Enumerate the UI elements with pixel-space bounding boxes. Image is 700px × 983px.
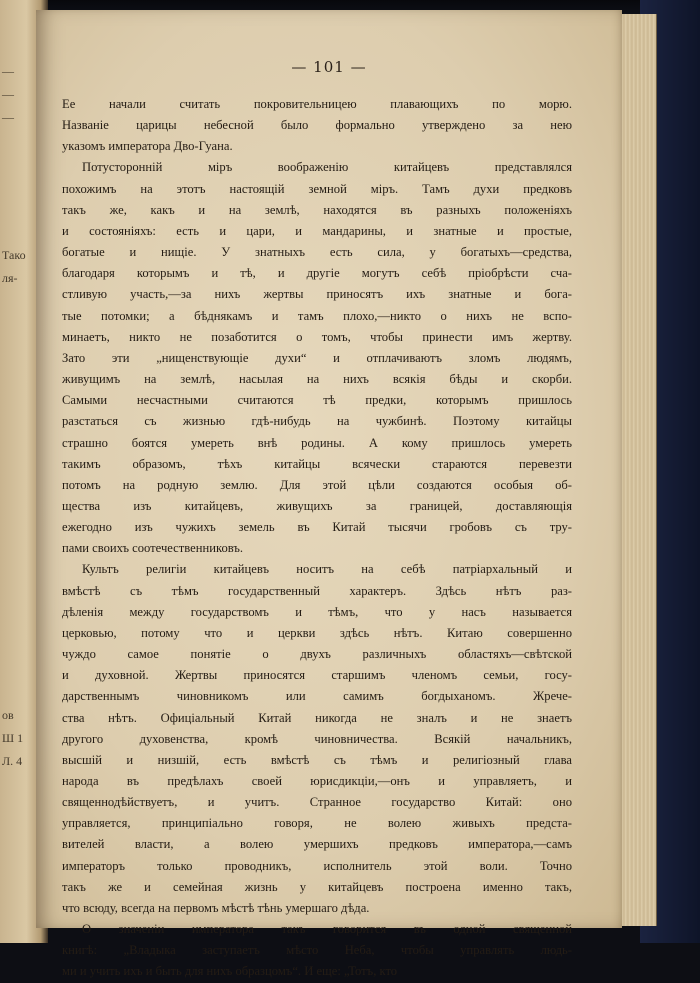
text-line: что всюду, всегда на первомъ мѣстѣ тѣнь умершаго дѣда. bbox=[62, 900, 370, 915]
book-page bbox=[36, 10, 622, 979]
text-line: высшій и низшій, есть вмѣстѣ съ тѣмъ и религіозный глава bbox=[62, 752, 572, 767]
left-page-fragment: — bbox=[2, 87, 14, 101]
text-line: Самыми несчастными считаются тѣ предки, которымъ пришлось bbox=[62, 393, 572, 408]
text-line: тые потомки; а бѣднякамъ и тамъ плохо,—никто о нихъ не вспо- bbox=[62, 308, 572, 323]
paragraph bbox=[62, 559, 572, 919]
text-line: такъ же, какъ и на землѣ, находятся въ разныхъ положеніяхъ bbox=[62, 202, 572, 217]
text-line: чуждо самое понятіе о двухъ различныхъ областяхъ—свѣтской bbox=[62, 647, 572, 662]
text-line: благодаря которымъ и тѣ, и другіе могутъ себѣ пріобрѣсти сча- bbox=[62, 266, 572, 281]
text-line: минаетъ, никто не позаботится о томъ, чтобы принести имъ жертву. bbox=[62, 329, 572, 344]
text-line: ства нѣтъ. Офиціальный Китай никогда не зналъ и не знаетъ bbox=[62, 710, 572, 725]
text-line: стливую участь,—за нихъ жертвы приносятъ ихъ знатные и бога- bbox=[62, 287, 572, 302]
left-page-fragment: — bbox=[2, 110, 14, 124]
text-line: дѣленія между государствомъ и тѣмъ, что у насъ называется bbox=[62, 604, 572, 619]
text-line: страшно боятся умереть внѣ родины. А кому пришлось умереть bbox=[62, 435, 572, 450]
text-line: щества изъ китайцевъ, живущихъ за границей, доставляющія bbox=[62, 498, 572, 513]
text-line: вмѣстѣ съ тѣмъ государственный характеръ. Здѣсь нѣтъ раз- bbox=[62, 583, 572, 598]
text-line: Ее начали считать покровительницею плавающихъ по морю. bbox=[62, 97, 572, 111]
text-line: Названіе царицы небесной было формально утверждено за нею bbox=[62, 118, 572, 133]
text-line: живущимъ на землѣ, насылая на нихъ всякія бѣды и скорби. bbox=[62, 372, 572, 387]
page-body-text bbox=[62, 94, 572, 983]
left-page-fragment: Ш 1 bbox=[2, 731, 24, 745]
left-page-fragment: ов bbox=[2, 708, 14, 722]
text-line: такимъ образомъ, тѣхъ китайцы всячески стараются перевезти bbox=[62, 456, 572, 471]
text-line: потомъ на родную землю. Для этой цѣли создаются особыя об- bbox=[62, 477, 572, 492]
text-line: такъ же и семейная жизнь у китайцевъ построена именно такъ, bbox=[62, 879, 572, 894]
text-line: указомъ императора Дво-Гуана. bbox=[62, 139, 233, 154]
text-line: богатые и нищіе. У знатныхъ есть сила, у богатыхъ—средства, bbox=[62, 245, 572, 260]
paragraph bbox=[62, 157, 572, 559]
text-line: и состояніяхъ: есть и цари, и мандарины, и знатные и простые, bbox=[62, 223, 572, 238]
text-line: Зато эти „нищенствующіе духи“ и отплачиваютъ зломъ людямъ, bbox=[62, 350, 572, 365]
paragraph bbox=[62, 919, 572, 982]
left-page-fragment: Л. 4 bbox=[2, 754, 23, 768]
text-line: книгѣ: „Владыка заступаетъ мѣсто Неба, чтобы управлять людь- bbox=[62, 943, 572, 958]
text-line: О значеніи императора такъ говорится въ одной священной bbox=[82, 922, 572, 937]
text-line: Культъ религіи китайцевъ носитъ на себѣ патріархальный и bbox=[82, 562, 572, 577]
text-line: другого духовенства, кромѣ чиновничества. Всякій начальникъ, bbox=[62, 731, 572, 746]
left-page-fragment: Тако bbox=[2, 248, 26, 262]
left-page-fragment: — bbox=[2, 64, 14, 78]
text-line: разстаться съ жизнью гдѣ-нибудь на чужбинѣ. Поэтому китайцы bbox=[62, 414, 572, 429]
text-line: священнодѣйствуетъ, и учитъ. Странное государство Китай: оно bbox=[62, 795, 572, 810]
text-line: вителей власти, а волею умершихъ предковъ императора,—самъ bbox=[62, 837, 572, 852]
text-line: пами своихъ соотечественниковъ. bbox=[62, 541, 244, 556]
text-line: дарственнымъ чиновникомъ или самимъ богдыханомъ. Жрече- bbox=[62, 689, 572, 704]
text-line: императоръ только проводникъ, исполнитель этой воли. Точно bbox=[62, 858, 572, 873]
text-line: народа въ предѣлахъ своей юрисдикціи,—онъ и управляетъ, и bbox=[62, 774, 572, 788]
paragraph bbox=[62, 94, 572, 157]
page-number: — 101 — bbox=[291, 58, 367, 76]
text-line: ми и учить ихъ и быть для нихъ образцомъ“. И еще: „Тотъ, кто bbox=[62, 964, 398, 979]
text-line: управляется, принципіально говоря, не волею живыхъ предста- bbox=[62, 816, 572, 831]
text-line: и духовной. Жертвы приносятся старшимъ членомъ семьи, госу- bbox=[62, 668, 572, 683]
text-line: церковью, потому что и церкви здѣсь нѣтъ. Китаю совершенно bbox=[62, 625, 572, 640]
left-page-fragment: ля- bbox=[2, 271, 18, 285]
text-line: Потусторонній міръ воображенію китайцевъ представлялся bbox=[82, 160, 572, 175]
text-line: ежегодно изъ чужихъ земель въ Китай тысячи гробовъ съ тру- bbox=[62, 520, 572, 535]
text-line: похожимъ на этотъ настоящій земной міръ. Тамъ духи предковъ bbox=[62, 181, 572, 196]
